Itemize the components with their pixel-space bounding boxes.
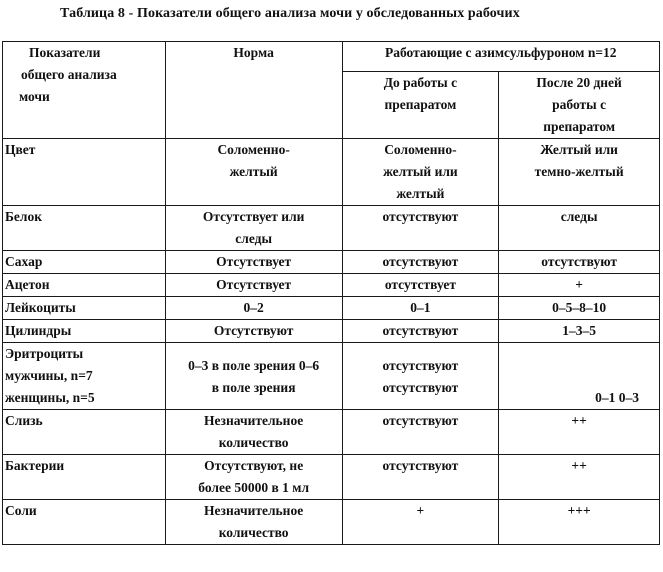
row-name-line: Эритроциты: [5, 346, 84, 361]
header-indicators-line: мочи: [19, 89, 50, 104]
row-norm-line: Отсутствуют, не: [204, 458, 304, 473]
row-name: [3, 343, 166, 410]
row-before: отсутствуют: [342, 455, 499, 500]
table-row: [3, 251, 660, 274]
row-before: [342, 139, 499, 206]
row-norm: Отсутствует: [165, 251, 342, 274]
row-before-line: Соломенно-: [384, 142, 457, 157]
row-after: +: [499, 274, 660, 297]
row-before: отсутствуют: [342, 410, 499, 455]
row-after: 0–1 0–3: [499, 343, 660, 410]
row-norm-line: желтый: [229, 164, 278, 179]
row-norm-line: более 50000 в 1 мл: [198, 480, 310, 495]
table-row: [3, 320, 660, 343]
row-name: Белок: [3, 206, 166, 251]
row-norm: [165, 410, 342, 455]
urinalysis-table: [2, 41, 660, 545]
row-before: отсутствуют: [342, 320, 499, 343]
row-name: Слизь: [3, 410, 166, 455]
row-norm: [165, 139, 342, 206]
row-norm-line: следы: [235, 231, 272, 246]
row-before: отсутствуют: [342, 206, 499, 251]
header-group: Работающие с азимсульфуроном n=12: [342, 42, 659, 72]
row-norm-line: 0–3 в поле зрения 0–6: [188, 358, 320, 373]
row-after: следы: [499, 206, 660, 251]
header-before-line: препаратом: [384, 97, 457, 112]
table-row: [3, 297, 660, 320]
row-norm-line: количество: [218, 435, 289, 450]
header-row-top: [3, 42, 660, 72]
table-row: [3, 274, 660, 297]
table-row: [3, 455, 660, 500]
row-after: [499, 139, 660, 206]
row-norm-line: в поле зрения: [211, 380, 296, 395]
row-norm-line: Незначительное: [204, 413, 304, 428]
header-indicators-line: общего анализа: [21, 67, 117, 82]
row-name-line: женщины, n=5: [5, 390, 95, 405]
row-before: +: [342, 500, 499, 545]
header-after-line: После 20 дней: [536, 75, 622, 90]
row-after: отсутствуют: [499, 251, 660, 274]
row-before-line: отсутствуют: [382, 358, 459, 373]
header-norm: Норма: [165, 42, 342, 139]
row-before-line: желтый: [396, 186, 445, 201]
row-norm: [165, 206, 342, 251]
row-after: 1–3–5: [499, 320, 660, 343]
header-indicators: [3, 42, 166, 139]
header-before-line: До работы с: [383, 75, 458, 90]
row-after-line: Желтый или: [540, 142, 618, 157]
row-after: ++: [499, 455, 660, 500]
row-after: ++: [499, 410, 660, 455]
row-norm-line: количество: [218, 525, 289, 540]
row-name: Сахар: [3, 251, 166, 274]
row-before-line: желтый или: [383, 164, 458, 179]
header-after: [499, 72, 660, 139]
table-row: [3, 500, 660, 545]
row-before: отсутствуют: [342, 251, 499, 274]
row-norm: Отсутствует: [165, 274, 342, 297]
row-after: 0–5–8–10: [499, 297, 660, 320]
row-name: Ацетон: [3, 274, 166, 297]
table-row: [3, 139, 660, 206]
row-name: Цвет: [3, 139, 166, 206]
row-norm: [165, 455, 342, 500]
row-after: +++: [499, 500, 660, 545]
row-before: 0–1: [342, 297, 499, 320]
header-after-line: работы с: [552, 97, 607, 112]
row-norm: [165, 500, 342, 545]
row-before: [342, 343, 499, 410]
row-name-line: мужчины, n=7: [5, 368, 93, 383]
row-name: Цилиндры: [3, 320, 166, 343]
table-caption: Таблица 8 - Показатели общего анализа мочи у обследованных рабочих: [60, 6, 520, 21]
header-indicators-line: Показатели: [29, 45, 101, 60]
table-row: [3, 206, 660, 251]
row-norm: [165, 343, 342, 410]
header-before: [342, 72, 499, 139]
row-norm-line: Незначительное: [204, 503, 304, 518]
row-norm-line: Соломенно-: [217, 142, 290, 157]
table-row: [3, 410, 660, 455]
header-after-line: препаратом: [543, 119, 616, 134]
row-norm: 0–2: [165, 297, 342, 320]
row-after-line: темно-желтый: [534, 164, 624, 179]
row-norm: Отсутствуют: [165, 320, 342, 343]
row-norm-line: Отсутствует или: [202, 209, 305, 224]
row-name: Соли: [3, 500, 166, 545]
row-name: Лейкоциты: [3, 297, 166, 320]
row-before-line: отсутствуют: [382, 380, 459, 395]
table-row: [3, 343, 660, 410]
row-name: Бактерии: [3, 455, 166, 500]
row-before: отсутствует: [342, 274, 499, 297]
